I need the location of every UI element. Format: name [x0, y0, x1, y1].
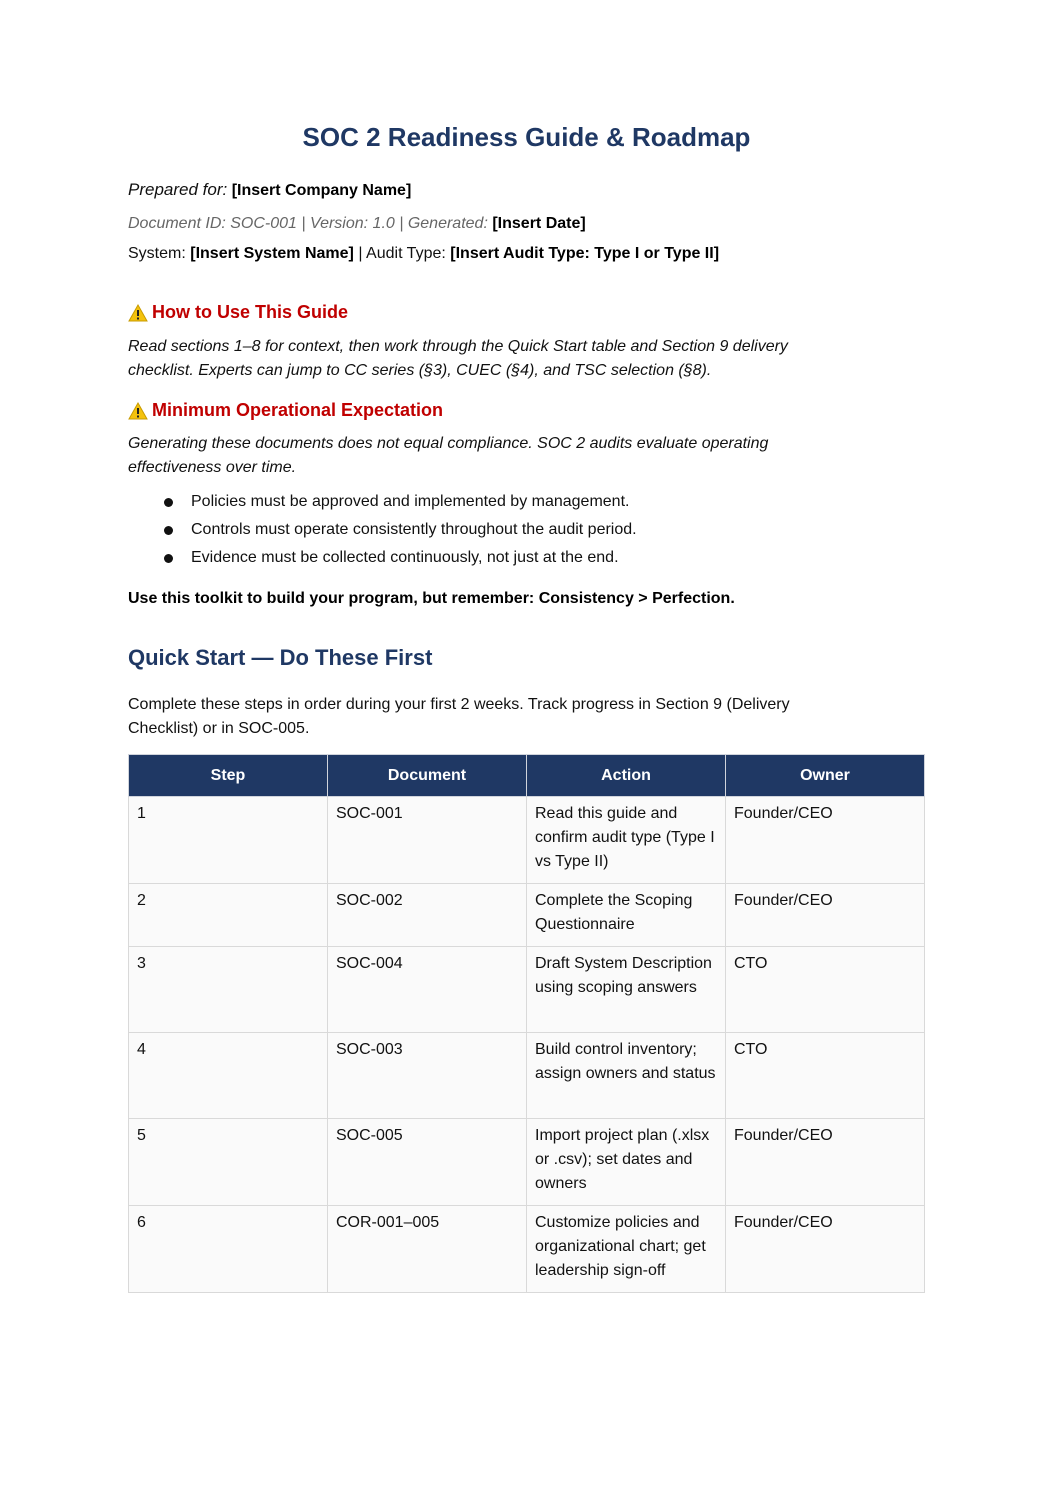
cell-action: Complete the Scoping Questionnaire	[527, 884, 726, 947]
minimum-line-2: effectiveness over time.	[128, 459, 297, 476]
system-line	[128, 242, 719, 266]
cell-step: 1	[129, 797, 328, 884]
prepared-for-line	[128, 178, 411, 203]
cell-step: 6	[129, 1206, 328, 1293]
column-header-document: Document	[328, 755, 527, 797]
system-name: [Insert System Name]	[190, 245, 354, 262]
audit-type-label: | Audit Type:	[358, 245, 446, 262]
audit-type: [Insert Audit Type: Type I or Type II]	[450, 245, 720, 262]
warning-icon	[128, 402, 148, 420]
table-header-row	[129, 755, 925, 797]
quick-start-heading: Quick Start — Do These First	[128, 645, 433, 670]
list-item: Evidence must be collected continuously, not just at the end.	[128, 544, 637, 572]
cell-action: Build control inventory; assign owners and status	[527, 1033, 726, 1119]
minimum-line-1: Generating these documents does not equal compliance. SOC 2 audits evaluate operating	[128, 435, 769, 452]
cell-owner: CTO	[726, 1033, 925, 1119]
cell-document: SOC-002	[328, 884, 527, 947]
column-header-owner: Owner	[726, 755, 925, 797]
table-row	[129, 1206, 925, 1293]
document-meta-line	[128, 212, 586, 236]
cell-step: 5	[129, 1119, 328, 1206]
cell-owner: Founder/CEO	[726, 1119, 925, 1206]
intro-line-1: Complete these steps in order during your first 2 weeks. Track progress in Section 9 (Delivery	[128, 696, 790, 713]
how-to-line-1: Read sections 1–8 for context, then work through the Quick Start table and Section 9 delivery	[128, 338, 788, 355]
list-item: Policies must be approved and implemented by management.	[128, 488, 637, 516]
cell-document: SOC-005	[328, 1119, 527, 1206]
table-row	[129, 797, 925, 884]
cell-step: 3	[129, 947, 328, 1033]
intro-line-2: Checklist) or in SOC-005.	[128, 720, 310, 737]
how-to-text	[128, 335, 888, 383]
column-header-step: Step	[129, 755, 328, 797]
cell-document: SOC-001	[328, 797, 527, 884]
quick-start-table	[128, 754, 925, 1293]
closing-statement: Use this toolkit to build your program, but remember: Consistency > Perfection.	[128, 590, 735, 607]
system-label: System:	[128, 245, 186, 262]
cell-owner: Founder/CEO	[726, 884, 925, 947]
document-id: Document ID: SOC-001 | Version: 1.0 | Generated:	[128, 215, 488, 232]
list-item: Controls must operate consistently throughout the audit period.	[128, 516, 637, 544]
table-row	[129, 1119, 925, 1206]
cell-action: Draft System Description using scoping answers	[527, 947, 726, 1033]
minimum-heading-text: Minimum Operational Expectation	[152, 400, 444, 420]
cell-step: 2	[129, 884, 328, 947]
cell-document: SOC-003	[328, 1033, 527, 1119]
company-name: [Insert Company Name]	[231, 182, 412, 199]
column-header-action: Action	[527, 755, 726, 797]
cell-action: Customize policies and organizational chart; get leadership sign-off	[527, 1206, 726, 1293]
how-to-heading-text: How to Use This Guide	[152, 302, 349, 322]
expectation-list	[128, 488, 637, 572]
cell-document: COR-001–005	[328, 1206, 527, 1293]
minimum-text	[128, 432, 888, 480]
table-row	[129, 947, 925, 1033]
how-to-line-2: checklist. Experts can jump to CC series (§3), CUEC (§4), and TSC selection (§8).	[128, 362, 712, 379]
cell-owner: Founder/CEO	[726, 1206, 925, 1293]
minimum-heading	[128, 400, 443, 421]
generated-date: [Insert Date]	[492, 215, 586, 232]
prepared-for-label: Prepared for:	[128, 180, 228, 199]
cell-action: Import project plan (.xlsx or .csv); set dates and owners	[527, 1119, 726, 1206]
cell-owner: CTO	[726, 947, 925, 1033]
cell-action: Read this guide and confirm audit type (Type I vs Type II)	[527, 797, 726, 884]
warning-icon	[128, 304, 148, 322]
table-row	[129, 1033, 925, 1119]
how-to-heading	[128, 302, 348, 323]
cell-step: 4	[129, 1033, 328, 1119]
table-row	[129, 884, 925, 947]
page-title: SOC 2 Readiness Guide & Roadmap	[302, 122, 751, 152]
cell-owner: Founder/CEO	[726, 797, 925, 884]
cell-document: SOC-004	[328, 947, 527, 1033]
quick-start-intro	[128, 693, 888, 741]
